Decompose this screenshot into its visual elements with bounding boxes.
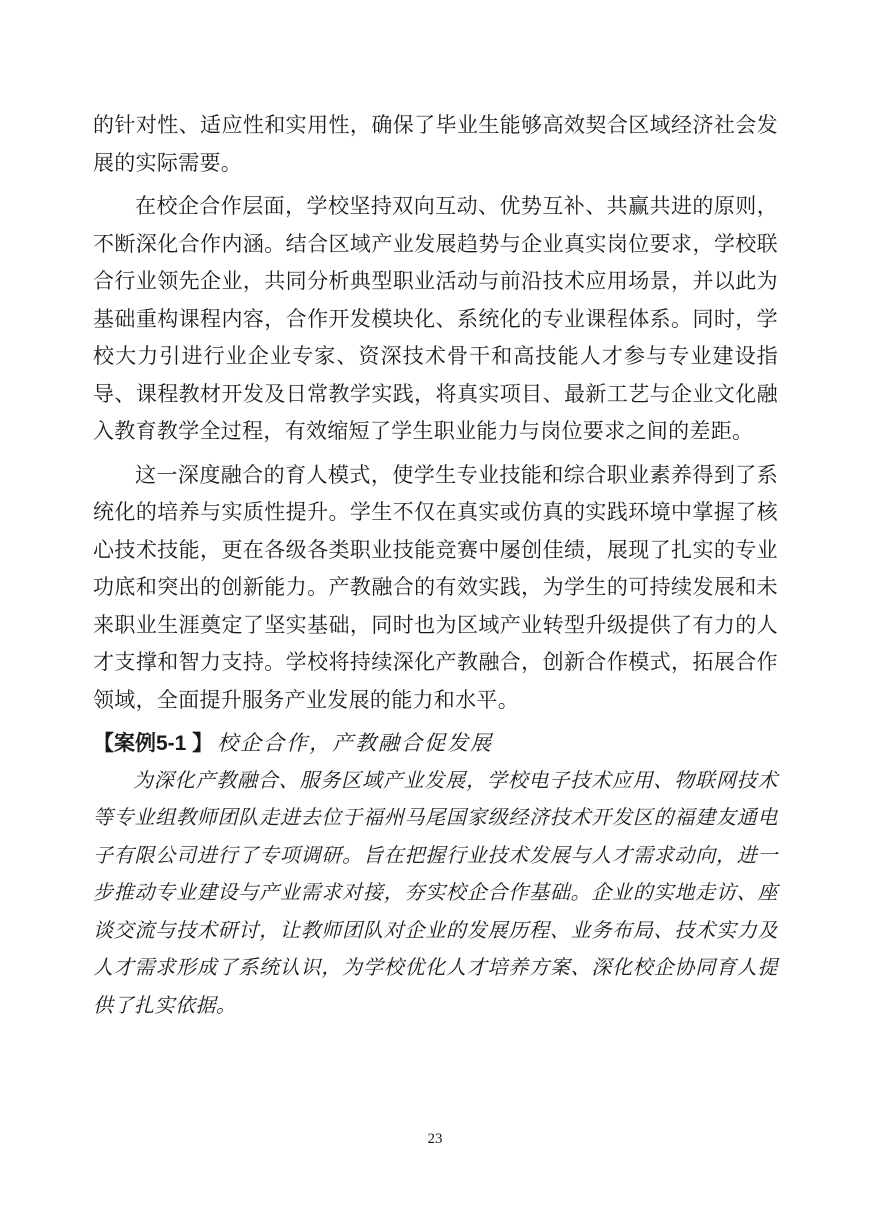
- paragraph-integration-results: 这一深度融合的育人模式，使学生专业技能和综合职业素养得到了系统化的培养与实质性提升。学生不仅在真实或仿真的实践环境中掌握了核心技术技能，更在各级各类职业技能竞赛中屡创佳绩，展现了扎实的专业功底和突出的创新能力。产教融合的有效实践，为学生的可持续发展和未来职业生涯奠定了坚实基础，同时也为区域产业转型升级提供了有力的人才支撑和智力支持。学校将持续深化产教融合，创新合作模式，拓展合作领域，全面提升服务产业发展的能力和水平。: [93, 462, 778, 712]
- paragraph-continuation: 的针对性、适应性和实用性，确保了毕业生能够高效契合区域经济社会发展的实际需要。: [93, 113, 778, 175]
- page-number: 23: [427, 1131, 443, 1147]
- paragraph-school-enterprise-cooperation: 在校企合作层面，学校坚持双向互动、优势互补、共赢共进的原则，不断深化合作内涵。结合区域产业发展趋势与企业真实岗位要求，学校联合行业领先企业，共同分析典型职业活动与前沿技术应用场景，并以此为基础重构课程内容，合作开发模块化、系统化的专业课程体系。同时，学校大力引进行业企业专家、资深技术骨干和高技能人才参与专业建设指导、课程教材开发及日常教学实践，将真实项目、最新工艺与企业文化融入教育教学全过程，有效缩短了学生职业能力与岗位要求之间的差距。: [93, 194, 778, 443]
- case-study-title: 校企合作，产教融合促发展: [217, 731, 494, 755]
- case-study-label: 【案例5-1 】: [93, 732, 214, 755]
- case-study-body: 为深化产教融合、服务区域产业发展，学校电子技术应用、物联网技术等专业组教师团队走进去位于福州马尾国家级经济技术开发区的福建友通电子有限公司进行了专项调研。旨在把握行业技术发展与人才需求动向，进一步推动专业建设与产业需求对接，夯实校企合作基础。企业的实地走访、座谈交流与技术研讨，让教师团队对企业的发展历程、业务布局、技术实力及人才需求形成了系统认识，为学校优化人才培养方案、深化校企协同育人提供了扎实依据。: [93, 769, 778, 1017]
- page-footer: [0, 1130, 870, 1148]
- case-study-heading: [93, 725, 778, 763]
- page-content: [93, 107, 778, 1025]
